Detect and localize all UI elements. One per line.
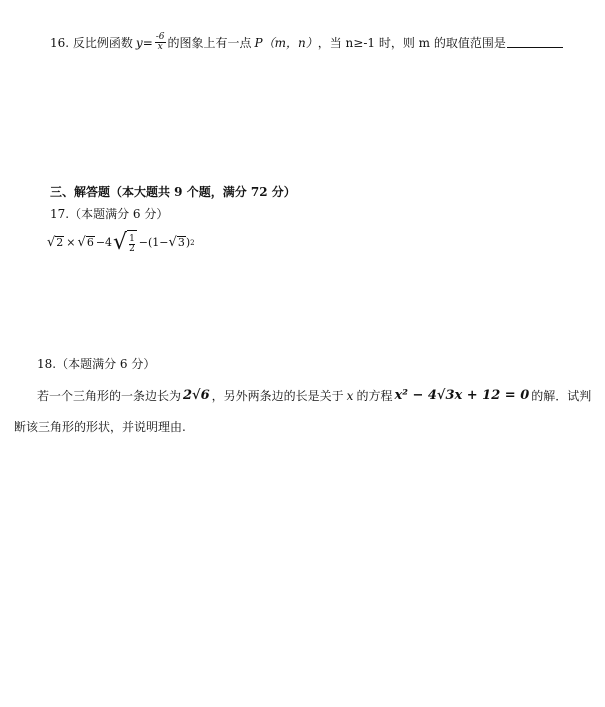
minus-four: −4 xyxy=(95,236,113,249)
times-sign: × xyxy=(66,236,76,249)
q18-variable: x xyxy=(346,388,354,403)
q18-equation: x² − 4√3x + 12 = 0 xyxy=(394,388,530,403)
sqrt-half: √ $\frac{1}{2}$ xyxy=(113,230,135,255)
q18-text-2: ，另外两条边的长是关于 xyxy=(211,388,344,403)
sqrt-2: √ 2 xyxy=(47,235,64,250)
q16-mid: 的图象上有一点 xyxy=(167,35,252,50)
question-18-body-line1 xyxy=(37,389,591,402)
question-18-label: 18.（本题满分 6 分） xyxy=(37,357,156,371)
q18-text-4: 的解．试判 xyxy=(531,388,592,403)
question-18-body-line2: 断该三角形的形状，并说明理由. xyxy=(14,420,186,434)
q16-answer-blank[interactable] xyxy=(507,37,563,48)
q16-fraction-denominator: x xyxy=(157,42,163,52)
question-16 xyxy=(50,33,563,52)
q16-condition: ，当 n≥-1 时，则 m 的取值范围是 xyxy=(317,35,506,50)
square-exponent: 2 xyxy=(190,238,195,247)
q16-fraction-numerator: -6 xyxy=(155,32,165,42)
q16-y: y xyxy=(135,35,143,50)
section-3-header: 三、解答题（本大题共 9 个题，满分 72 分） xyxy=(50,185,296,199)
close-paren: ) xyxy=(185,236,191,249)
minus-paren: −(1− xyxy=(138,236,169,249)
q16-point: P（m，n） xyxy=(254,35,318,50)
q18-text-1: 若一个三角形的一条边长为 xyxy=(37,388,182,403)
q16-prefix: 16. 反比例函数 xyxy=(50,35,133,50)
q16-eq: = xyxy=(142,35,153,50)
q16-fraction xyxy=(155,33,166,52)
sqrt-6: √ 6 xyxy=(77,235,94,250)
question-17-expression xyxy=(47,230,195,255)
q18-side-length: 2√6 xyxy=(183,388,210,403)
q18-text-3: 的方程 xyxy=(356,388,393,403)
half-numerator: 1 xyxy=(129,234,135,244)
question-17-label: 17.（本题满分 6 分） xyxy=(50,207,169,221)
sqrt-3: √ 3 xyxy=(168,235,185,250)
half-denominator: 2 xyxy=(129,244,135,254)
